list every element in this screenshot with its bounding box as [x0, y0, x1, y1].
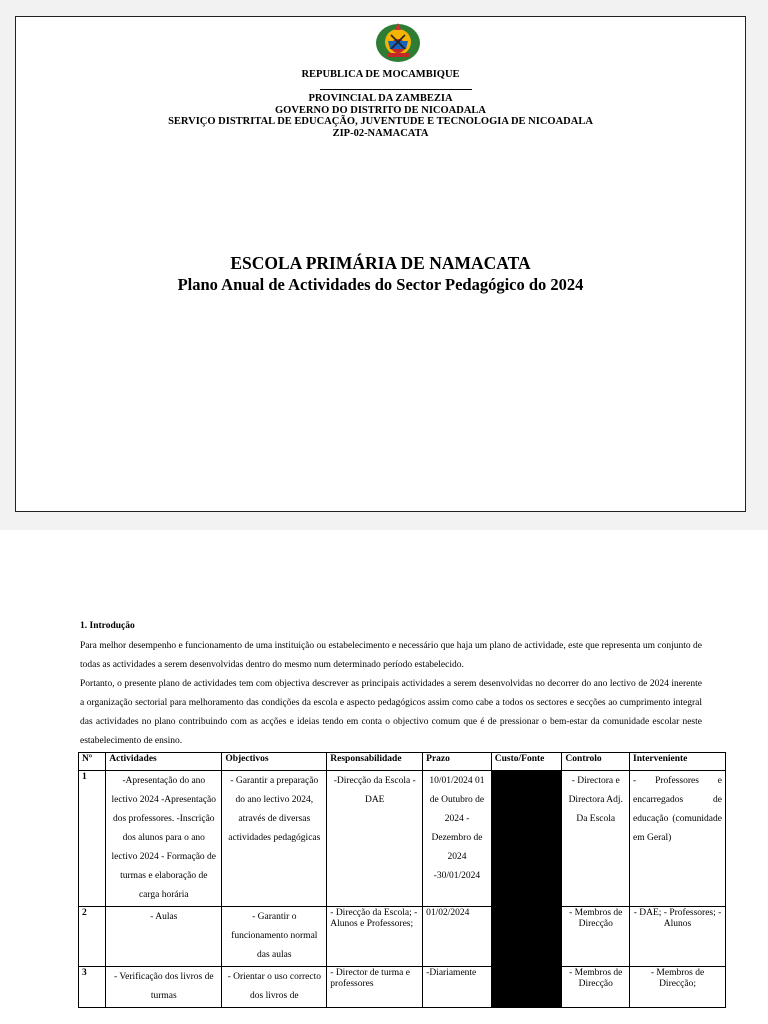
control-cell: - Directora e Directora Adj. Da Escola	[562, 771, 630, 907]
col-header-intervener: Interveniente	[630, 753, 726, 771]
control-cell: - Membros de Direcção	[562, 907, 630, 967]
district-line: GOVERNO DO DISTRITO DE NICOADALA	[274, 104, 486, 116]
row-number: 1	[79, 771, 106, 907]
table-row	[79, 907, 726, 967]
cover-page	[15, 16, 746, 512]
deadline-cell: 10/01/2024 01 de Outubro de 2024 - Dezembro de 2024 -30/01/2024	[423, 771, 492, 907]
activities-table	[78, 752, 726, 1008]
introduction-text	[80, 637, 702, 751]
introduction-heading: 1. Introdução	[80, 621, 135, 631]
control-cell: - Membros de Direcção	[562, 967, 630, 1008]
col-header-objectives: Objectivos	[222, 753, 327, 771]
row-number: 2	[79, 907, 106, 967]
responsibility-cell: -Direcção da Escola - DAE	[327, 771, 423, 907]
col-header-cost: Custo/Fonte	[491, 753, 562, 771]
activities-cell: -Apresentação do ano lectivo 2024 -Apresentação dos professores. -Inscrição dos alunos para o ano lectivo 2024 - Formação de turmas e elaboração de carga horária	[106, 771, 222, 907]
table-row	[79, 967, 726, 1008]
cost-cell-redacted	[491, 907, 562, 967]
col-header-responsibility: Responsabilidade	[327, 753, 423, 771]
school-name: ESCOLA PRIMÁRIA DE NAMACATA	[230, 253, 531, 273]
objectives-cell: - Orientar o uso correcto dos livros de	[222, 967, 327, 1008]
responsibility-cell: - Direcção da Escola; - Alunos e Professores;	[327, 907, 423, 967]
responsibility-cell: - Director de turma e professores	[327, 967, 423, 1008]
header-divider	[320, 89, 472, 90]
activities-cell: - Aulas	[106, 907, 222, 967]
col-header-number: Nº	[79, 753, 106, 771]
intro-paragraph-1: Para melhor desempenho e funcionamento de uma instituição ou estabelecimento e necessário que haja um plano de actividade, este que representa um conjunto de todas as actividades a serem desenvolvidas dentro do mesmo num determinado período estabelecido.	[80, 641, 702, 670]
table-row	[79, 771, 726, 907]
cost-cell-redacted	[491, 967, 562, 1008]
service-line: SERVIÇO DISTRITAL DE EDUCAÇÃO, JUVENTUDE E TECNOLOGIA DE NICOADALA	[168, 116, 593, 127]
republic-header: REPUBLICA DE MOCAMBIQUE	[301, 69, 460, 80]
zip-line: ZIP-02-NAMACATA	[332, 127, 429, 139]
col-header-deadline: Prazo	[423, 753, 492, 771]
plan-title: Plano Anual de Actividades do Sector Pedagógico do 2024	[177, 275, 584, 294]
objectives-cell: - Garantir o funcionamento normal das aulas	[222, 907, 327, 967]
deadline-cell: -Diariamente	[423, 967, 492, 1008]
national-emblem-icon	[373, 19, 423, 63]
province-line: PROVINCIAL DA ZAMBEZIA	[308, 93, 453, 104]
intervener-cell: - Professores e encarregados de educação (comunidade em Geral)	[630, 771, 726, 907]
table-header-row	[79, 753, 726, 771]
col-header-activities: Actividades	[106, 753, 222, 771]
col-header-control: Controlo	[562, 753, 630, 771]
government-header	[16, 93, 745, 139]
row-number: 3	[79, 967, 106, 1008]
cost-cell-redacted	[491, 771, 562, 907]
objectives-cell: - Garantir a preparação do ano lectivo 2024, através de diversas actividades pedagógicas	[222, 771, 327, 907]
activities-cell: - Verificação dos livros de turmas	[106, 967, 222, 1008]
second-page	[0, 530, 768, 1024]
deadline-cell: 01/02/2024	[423, 907, 492, 967]
intervener-cell: - Membros de Direcção;	[630, 967, 726, 1008]
intervener-cell: - DAE; - Professores; - Alunos	[630, 907, 726, 967]
intro-paragraph-2: Portanto, o presente plano de actividades tem com objectiva descrever as principais actividades a serem desenvolvidas no decorrer do ano lectivo de 2024 inerente a organização sectorial para melhoramento das condições da escola e aspecto pedagógicos assim como cabe a todos os sectores e secções ao cumprimento integral das actividades no plano contribuindo com as acções e ideias tendo em conta o objectivo comum que é de pressionar o bem-estar da comunidade escolar neste estabelecimento de ensino.	[80, 679, 702, 746]
